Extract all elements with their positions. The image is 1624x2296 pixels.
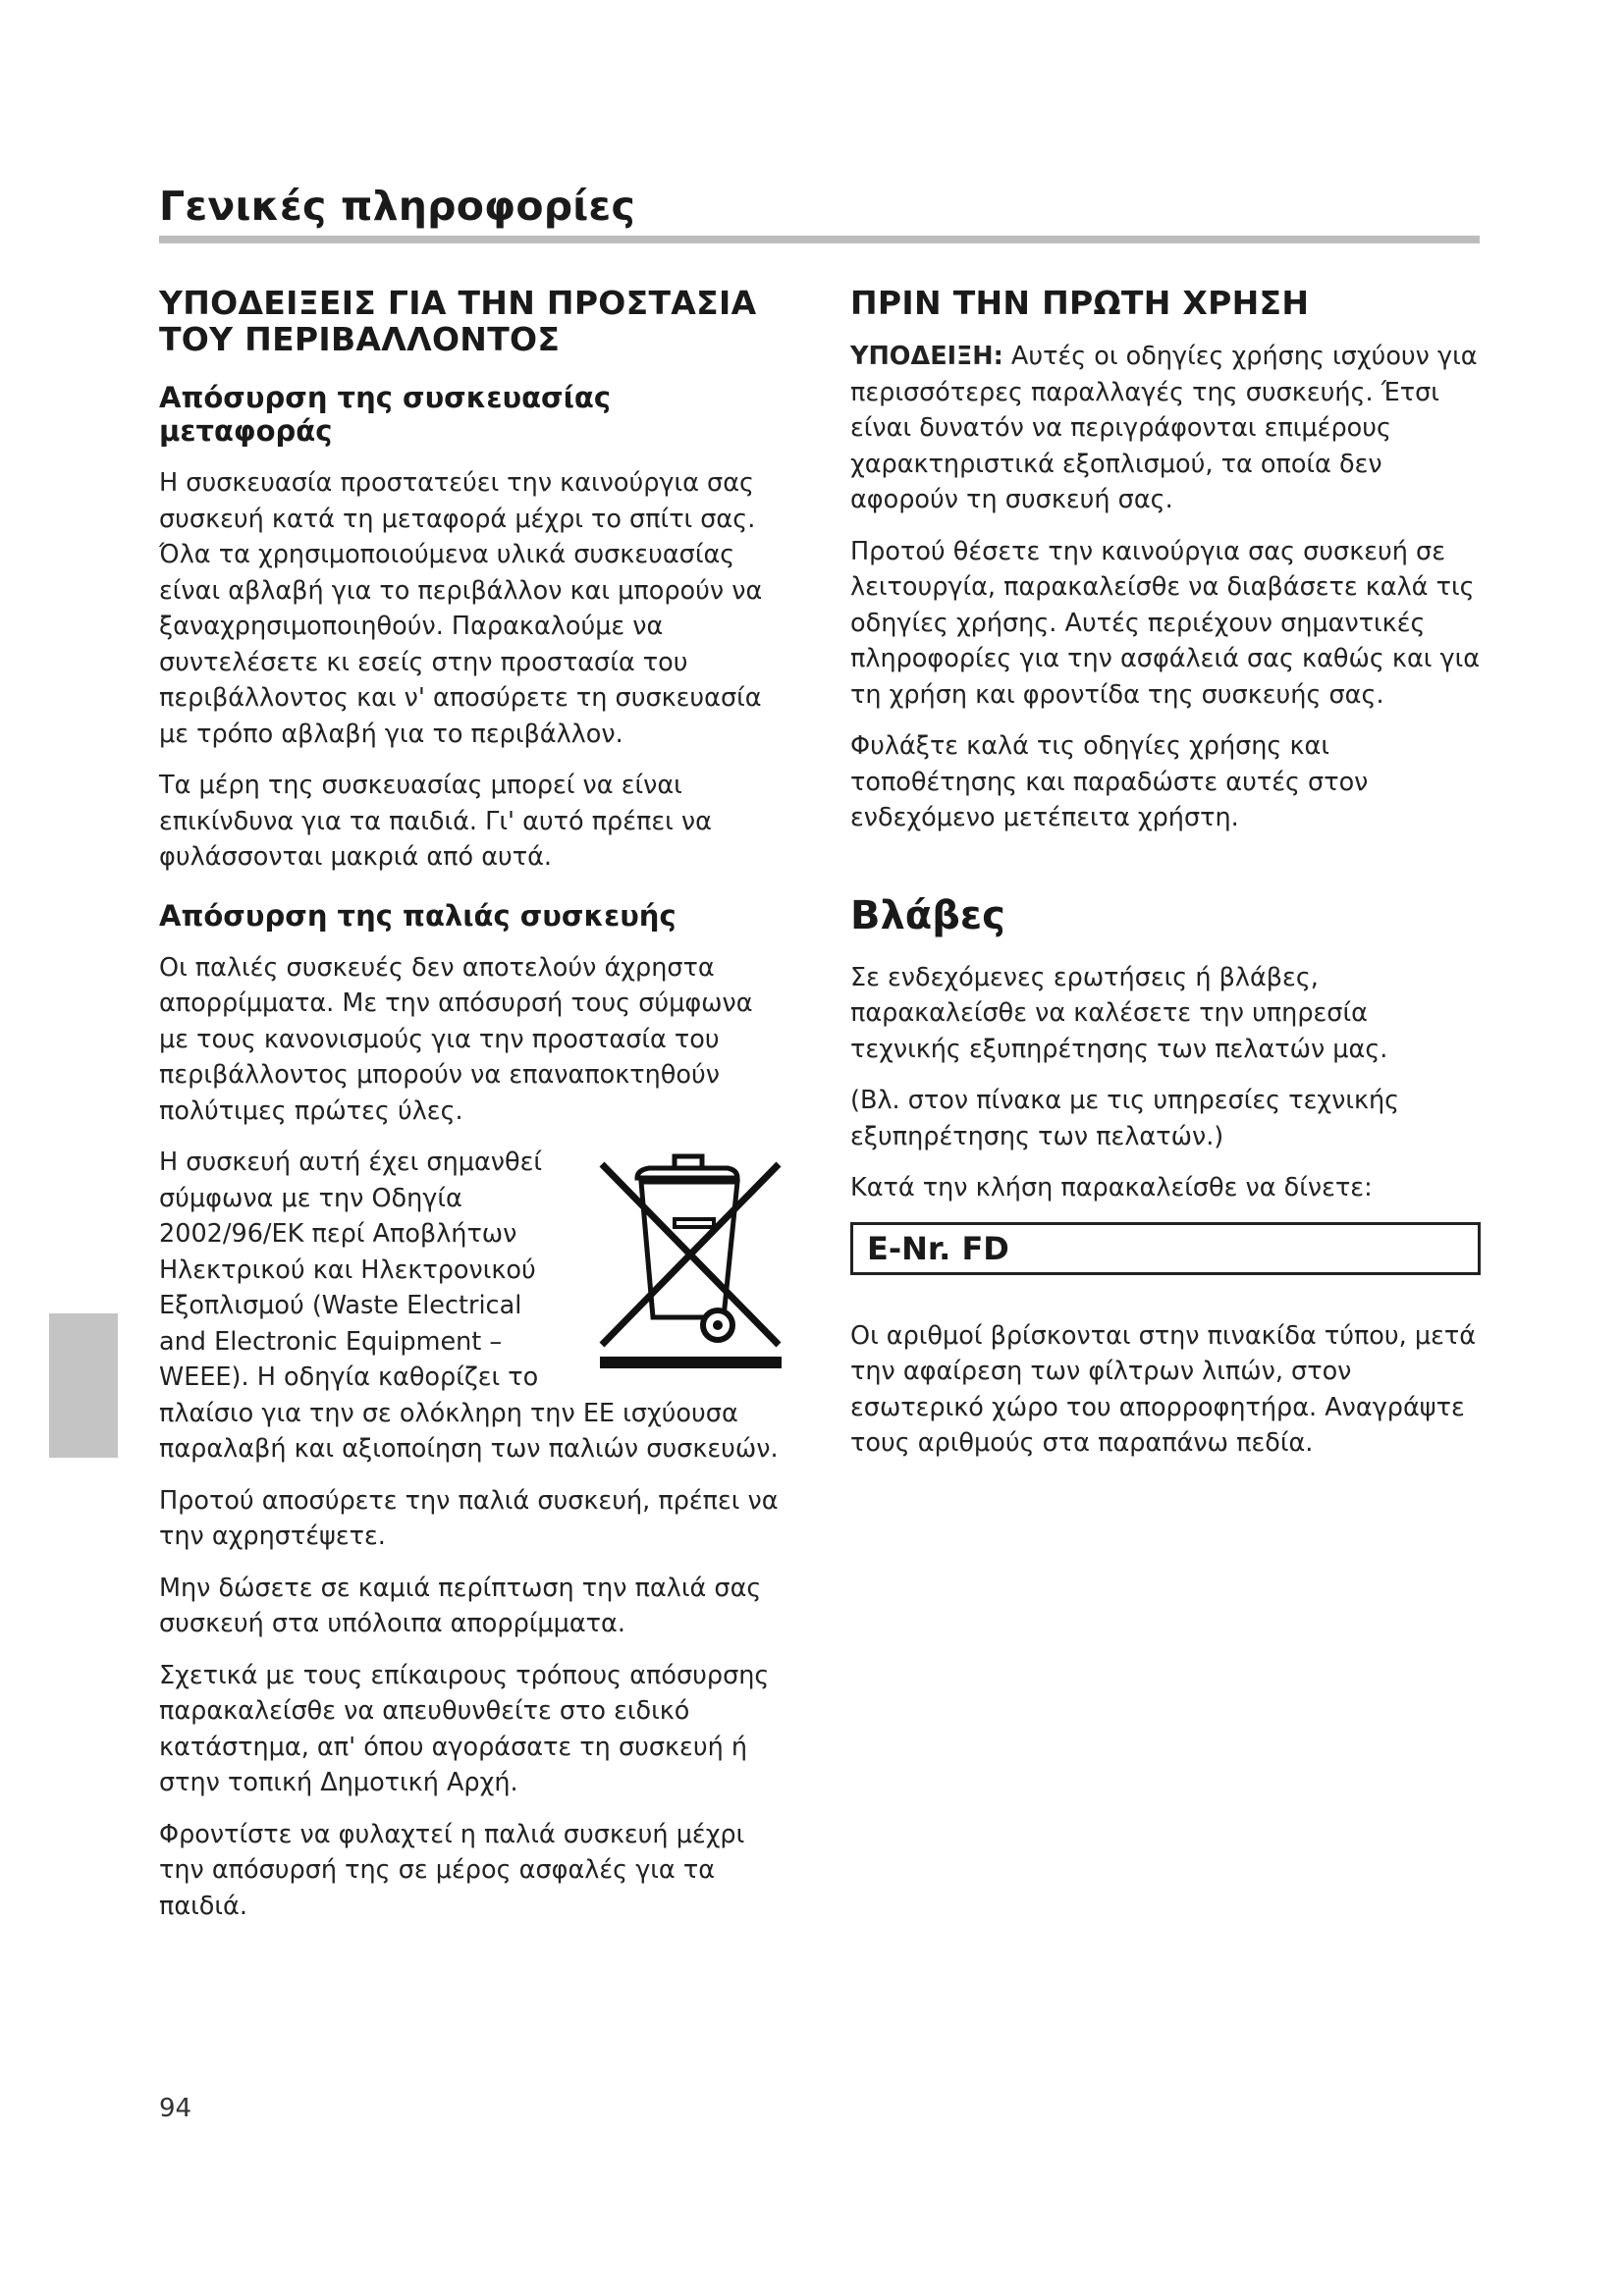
left-column (159, 285, 787, 1940)
note-label: ΥΠΟΔΕΙΞΗ: (850, 342, 1003, 371)
old-appliance-paragraph-2: Η συσκευή αυτή έχει σημανθεί σύμφωνα με την Οδηγία 2002/96/ΕΚ περί Αποβλήτων Ηλεκτρικού και Ηλεκτρονικού Εξοπλισμού (Waste Electrical and Electronic Equipment – WEEE). Η οδηγία καθορίζει το πλαίσιο για την σε ολόκληρη την ΕΕ ισχύουσα παραλαβή και αξιοποίηση των παλιών συσκευών. (159, 1148, 779, 1464)
old-appliance-paragraph-6: Φροντίστε να φυλαχτεί η παλιά συσκευή μέχρι την απόσυρσή της σε μέρος ασφαλές για τα παιδιά. (159, 1819, 745, 1921)
first-use-paragraph-2: Προτού θέσετε την καινούργια σας συσκευή σε λειτουργία, παρακαλείσθε να διαβάσετε καλά τις οδηγίες χρήσης. Αυτές περιέχουν σημαντικές πληροφορίες για την ασφάλειά σας καθώς και για τη χρήση και φροντίδα της συσκευής σας. (850, 536, 1481, 710)
faults-paragraph-1: Σε ενδεχόμενες ερωτήσεις ή βλάβες, παρακαλείσθε να καλέσετε την υπηρεσία τεχνικής εξυπηρέτησης των πελατών μας. (850, 962, 1388, 1064)
old-appliance-paragraph-3: Προτού αποσύρετε την παλιά συσκευή, πρέπει να την αχρηστέψετε. (159, 1485, 779, 1551)
title-rule (159, 236, 1480, 243)
old-appliance-paragraph-5: Σχετικά με τους επίκαιρους τρόπους απόσυρσης παρακαλείσθε να απευθυνθείτε στο ειδικό κατάστημα, απ' όπου αγοράσατε τη συσκευή ή στην τοπική Δημοτική Αρχή. (159, 1660, 770, 1797)
note-text: Αυτές οι οδηγίες χρήσης ισχύουν για περισσότερες παραλλαγές της συσκευής. Έτσι είναι δυνατόν να περιγράφονται επιμέρους χαρακτηριστικά εξοπλισμού, τα οποία δεν αφορούν τη συσκευή σας. (850, 342, 1478, 514)
faults-paragraph-2: (Βλ. στον πίνακα με τις υπηρεσίες τεχνικής εξυπηρέτησης των πελατών.) (850, 1086, 1400, 1151)
page-number: 94 (159, 2094, 192, 2123)
first-use-paragraph-3: Φυλάξτε καλά τις οδηγίες χρήσης και τοποθέτησης και παραδώστε αυτές στον ενδεχόμενο μετέπειτα χρήστη. (850, 731, 1369, 832)
first-use-heading: ΠΡΙΝ ΤΗΝ ΠΡΩΤΗ ΧΡΗΣΗ (850, 284, 1310, 322)
old-appliance-paragraph-4: Μην δώσετε σε καμιά περίπτωση την παλιά σας συσκευή στα υπόλοιπα απορρίμματα. (159, 1573, 762, 1638)
old-appliance-heading: Απόσυρση της παλιάς συσκευής (159, 898, 677, 933)
old-appliance-paragraph-1: Οι παλιές συσκευές δεν αποτελούν άχρηστα απορρίμματα. Με την απόσυρσή τους σύμφωνα με τους κανονισμούς για την προστασία του περιβάλλοντος μπορούν να επαναποκτηθούν πολύτιμες πρώτες ύλες. (159, 952, 753, 1126)
page-title: Γενικές πληροφορίες (159, 183, 635, 230)
packaging-paragraph-1: Η συσκευασία προστατεύει την καινούργια σας συσκευή κατά τη μεταφορά μέχρι το σπίτι σας. Όλα τα χρησιμοποιούμενα υλικά συσκευασίας είναι αβλαβή για το περιβάλλον και μπορούν να ξαναχρησιμοποιηθούν. Παρακαλούμε να συντελέσετε κι εσείς στην προστασία του περιβάλλοντος και ν' αποσύρετε τη συσκευασία με τρόπο αβλαβή για το περιβάλλον. (159, 468, 763, 749)
crossed-out-wheelie-bin-icon (590, 1148, 791, 1372)
packaging-heading: Απόσυρση της συσκευασίας μεταφοράς (159, 381, 612, 448)
side-tab-marker (49, 1313, 118, 1458)
enr-field-box: E-Nr. FD (850, 1222, 1481, 1275)
faults-paragraph-3: Κατά την κλήση παρακαλείσθε να δίνετε: (850, 1173, 1373, 1202)
right-column (850, 285, 1481, 1477)
first-use-note (850, 339, 1481, 518)
weee-block (159, 1145, 787, 1483)
packaging-paragraph-2: Τα μέρη της συσκευασίας μπορεί να είναι επικίνδυνα για τα παιδιά. Γι' αυτό πρέπει να φυλάσσονται μακριά από αυτά. (159, 771, 712, 872)
environment-heading: ΥΠΟΔΕΙΞΕΙΣ ΓΙΑ ΤΗΝ ΠΡΟΣΤΑΣΙΑ ΤΟΥ ΠΕΡΙΒΑΛΛΟΝΤΟΣ (159, 284, 757, 358)
faults-heading: Βλάβες (850, 892, 1005, 938)
faults-paragraph-4: Οι αριθμοί βρίσκονται στην πινακίδα τύπου, μετά την αφαίρεση των φίλτρων λιπών, στον εσωτερικό χώρο του απορροφητήρα. Αναγράψτε τους αριθμούς στα παραπάνω πεδία. (850, 1320, 1477, 1458)
